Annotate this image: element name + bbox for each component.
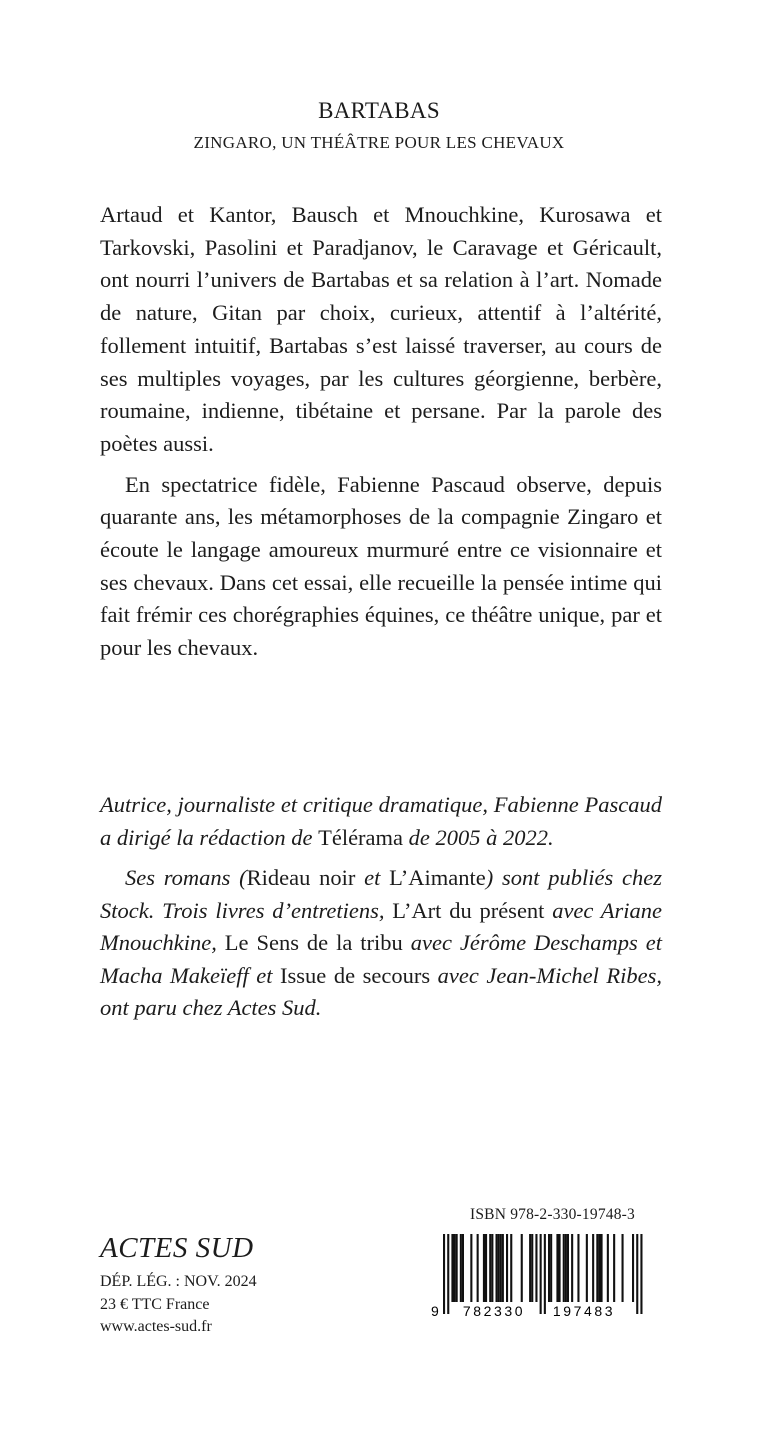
barcode-bar [496, 1234, 498, 1302]
barcode-bar [477, 1234, 479, 1302]
barcode-bar [622, 1234, 624, 1302]
barcode-bar [577, 1234, 579, 1302]
bio-text: avec Jérôme Deschamps et Macha Makeïeff et [100, 930, 662, 988]
book-title-ref: Le Sens de la tribu [224, 930, 403, 955]
bio-text: et [355, 865, 390, 890]
barcode-bar [510, 1234, 512, 1302]
barcode-bar [571, 1234, 573, 1302]
barcode-bar [563, 1234, 565, 1302]
blurb-paragraph-2: En spectatrice fidèle, Fabienne Pascaud observe, depuis quarante ans, les métamorphoses de la compagnie Zingaro et écoute le langage amoureux murmuré entre ce visionnaire et ses chevaux. Dans cet essai, elle recueille la pensée intime qui fait frémir ces chorégraphies équines, ce théâtre unique, par et pour les chevaux. [100, 471, 662, 661]
bio-paragraph-1 [100, 789, 662, 854]
barcode-bar [531, 1234, 533, 1302]
publisher-logo: ACTES SUD [100, 1232, 254, 1264]
book-title: BARTABAS [318, 98, 440, 123]
barcode-bar [483, 1234, 485, 1302]
bio-text: ) sont publiés chez Stock. Trois livres d’entretiens, [100, 865, 662, 923]
barcode-bar [592, 1234, 594, 1302]
bio-text: avec Jean-Michel Ribes, ont paru chez Actes Sud. [100, 962, 662, 1020]
barcode-bar [443, 1234, 445, 1314]
barcode-bar [491, 1234, 493, 1302]
barcode-bar [596, 1234, 598, 1302]
barcode-bar [502, 1234, 504, 1302]
blurb [100, 199, 662, 665]
barcode-bar [521, 1234, 523, 1302]
bio-text: Ses romans ( [125, 865, 247, 890]
website: www.actes-sud.fr [100, 1318, 212, 1335]
barcode-bar [548, 1234, 550, 1302]
magazine-title: Télérama [318, 824, 404, 850]
barcode-right-digits: 197483 [552, 1303, 616, 1318]
bio-text: avec Ariane Mnouchkine, [100, 897, 663, 955]
barcode-bar [498, 1234, 500, 1302]
barcode-bar [632, 1234, 634, 1302]
barcode-bar [567, 1234, 569, 1302]
barcode-bar [613, 1234, 615, 1302]
isbn-label: ISBN 978-2-330-19748-3 [470, 1206, 635, 1223]
barcode-bar [601, 1234, 603, 1302]
barcode-bar [500, 1234, 502, 1302]
barcode-bar [451, 1234, 453, 1302]
barcode-bar [565, 1234, 567, 1302]
barcode-left-digits: 782330 [462, 1303, 526, 1318]
barcode-bar [535, 1234, 537, 1302]
barcode-bar [636, 1234, 638, 1314]
barcode-bar [447, 1234, 449, 1314]
bio-paragraph-2 [100, 862, 662, 1025]
price: 23 € TTC France [100, 1295, 210, 1313]
isbn-barcode [428, 1234, 646, 1318]
bio-text: de 2005 à 2022. [403, 824, 554, 850]
barcode-first-digit: 9 [431, 1303, 439, 1318]
book-title-ref: L’Art du présent [392, 897, 545, 923]
book-subtitle: ZINGARO, UN THÉÂTRE POUR LES CHEVAUX [193, 133, 565, 152]
barcode-bar [640, 1234, 642, 1314]
author-bio [100, 789, 662, 1025]
barcode-bar [556, 1234, 558, 1302]
novel-title: Rideau noir [246, 865, 356, 890]
barcode-bar [586, 1234, 588, 1302]
barcode-bar [598, 1234, 600, 1302]
barcode-bar [506, 1234, 508, 1302]
barcode-bar [470, 1234, 472, 1302]
novel-title: L’Aimante [389, 865, 486, 890]
blurb-paragraph-1: Artaud et Kantor, Bausch et Mnouchkine, Kurosawa et Tarkovski, Pasolini et Paradjanov, le Caravage et Géricault, ont nourri l’univers de Bartabas et sa relation à l’art. Nomade de nature, Gitan par choix, curieux, attentif à l’altérité, follement intuitif, Bartabas s’est laissé traverser, au cours de ses multiples voyages, par les cultures géorgienne, berbère, roumaine, indienne, tibétaine et persane. Par la parole des poètes aussi. [100, 202, 662, 456]
barcode-bar [456, 1234, 458, 1302]
imprint-info [100, 1271, 257, 1339]
barcode-bar [607, 1234, 609, 1302]
barcode-bar [559, 1234, 561, 1302]
barcode-bar [462, 1234, 464, 1302]
bio-text: Autrice, journaliste et critique dramatique, Fabienne Pascaud a dirigé la rédaction de [100, 792, 662, 850]
barcode-bar [460, 1234, 462, 1302]
barcode-bar [529, 1234, 531, 1302]
legal-deposit: DÉP. LÉG. : NOV. 2024 [100, 1273, 257, 1290]
barcode-bar [454, 1234, 456, 1302]
barcode-bar [550, 1234, 552, 1302]
barcode-bar [489, 1234, 491, 1302]
barcode-bar [485, 1234, 487, 1302]
barcode-bar [544, 1234, 546, 1314]
book-title-ref: Issue de secours [280, 962, 431, 988]
barcode-bar [540, 1234, 542, 1314]
